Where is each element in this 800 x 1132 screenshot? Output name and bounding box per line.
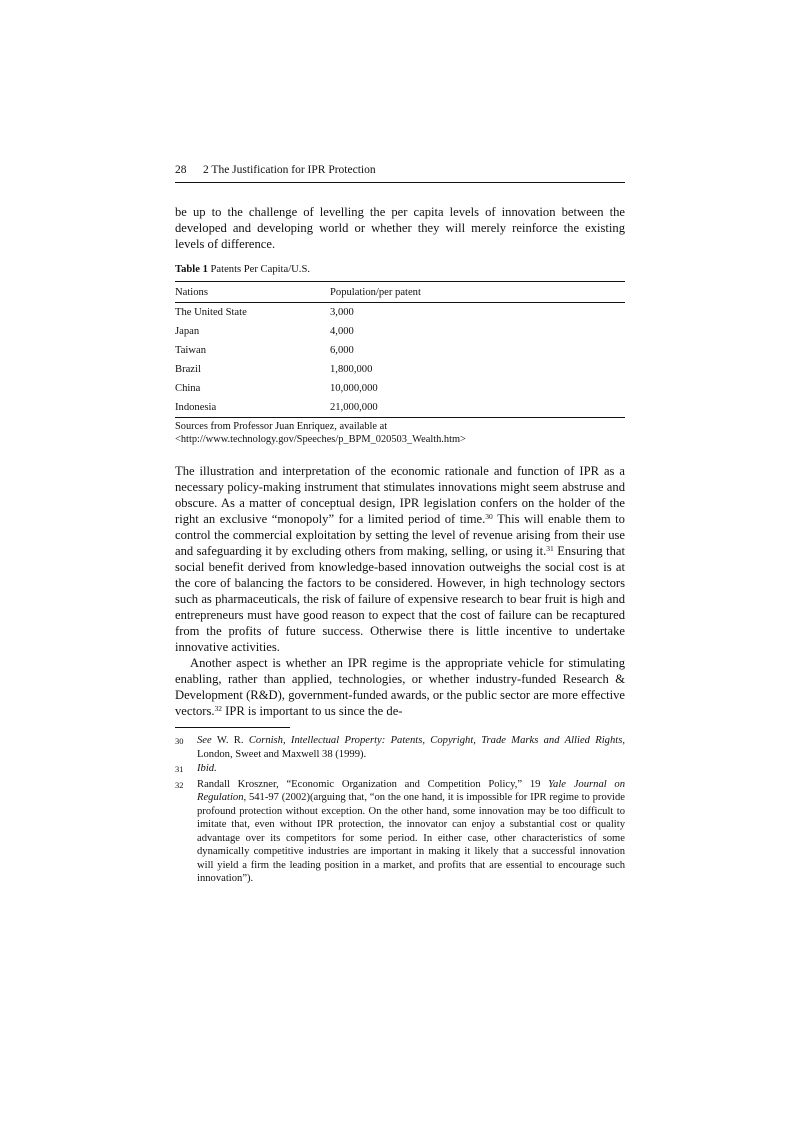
nation-cell: Taiwan <box>175 345 207 356</box>
table-caption <box>175 264 625 275</box>
table-header-row <box>175 282 625 303</box>
footnote-ref-32[interactable]: 32 <box>214 704 223 713</box>
body-text <box>175 463 625 719</box>
column-header-population: Population/per patent <box>330 286 421 298</box>
table-row <box>175 398 625 418</box>
text-run: Another aspect is whether an IPR regime is the appropriate vehicle for stimulating enabling, rather than applied, technologies, or whether industry-funded Research & Development (R&D), government-funded awards, or the public sector are more effective vectors. <box>175 656 625 718</box>
footnote-31 <box>175 762 625 777</box>
footnote-text <box>197 778 625 886</box>
footnote-number: 31 <box>175 764 184 774</box>
footnote-text <box>197 734 625 761</box>
running-header <box>175 160 625 182</box>
table-title: Patents Per Capita/U.S. <box>210 264 310 275</box>
value-cell: 6,000 <box>330 345 354 356</box>
book-page <box>175 160 625 887</box>
text-run: , 541-97 (2002)(arguing that, “on the one hand, it is impossible for IPR regime to provide profound protection without exception. On the other hand, some innovation may be too difficult to imitate that, even without IPR protection, the innovator can enjoy a substantial cost or quality advantage over its competitors for some period. In either case, other characteristics of some dynamically competitive industries are important in making it likely that a successful innovation will yield a firm the leading position in a market, and profits that are essential to encourage such innovation”). <box>197 792 625 884</box>
text-run: The illustration and interpretation of the economic rationale and function of IPR as a necessary policy-making instrument that stimulates innovations might seem abstruse and obscure. As a matter of conceptual design, IPR legislation confers on the holder of the right an exclusive “monopoly” for a limited period of time. <box>175 464 625 526</box>
table-row <box>175 360 625 379</box>
footnote-number: 32 <box>175 779 184 790</box>
page-number: 28 <box>175 164 187 176</box>
text-run: See <box>197 735 212 746</box>
value-cell: 3,000 <box>330 307 354 318</box>
text-run: Ensuring that social benefit derived from knowledge-based innovation outweighs the social cost is at the core of balancing the factors to be considered. However, in high technology sectors such as pharmaceuticals, the risk of failure of expensive research to bear fruit is high and entrepreneurs must have good reason to expect that the cost of failure can be recaptured from the profits of future success. Otherwise there is little incentive to undertake innovative activities. <box>175 544 626 654</box>
header-rule <box>175 182 625 183</box>
value-cell: 10,000,000 <box>330 383 378 394</box>
value-cell: 21,000,000 <box>330 402 378 413</box>
table-row <box>175 379 625 398</box>
footnote-30 <box>175 734 625 761</box>
value-cell: 4,000 <box>330 326 354 337</box>
nation-cell: China <box>175 383 201 394</box>
patents-table <box>175 281 625 418</box>
table-source-note: Sources from Professor Juan Enriquez, available at <http://www.technology.gov/Speeches/p_BPM_020503_Wealth.htm> <box>175 421 466 445</box>
footnote-number: 30 <box>175 736 184 746</box>
text-run: Ibid. <box>197 763 217 774</box>
body-paragraph-1 <box>175 463 625 655</box>
footnotes <box>175 734 625 886</box>
text-run: , London, Sweet and Maxwell 38 (1999). <box>197 735 625 760</box>
text-run: IPR is important to us since the de- <box>222 704 403 718</box>
nation-cell: Brazil <box>175 364 201 375</box>
footnote-text <box>197 762 625 777</box>
intro-paragraph: be up to the challenge of levelling the per capita levels of innovation between the developed and developing world or whether they will merely reinforce the existing levels of difference. <box>175 205 625 251</box>
nation-cell: Japan <box>175 326 200 337</box>
text-run: Cornish, Intellectual Property: Patents, Copyright, Trade Marks and Allied Rights <box>248 735 623 746</box>
running-title: 2 The Justification for IPR Protection <box>203 164 376 176</box>
text-run: Randall Kroszner, “Economic Organization and Competition Policy,” 19 <box>197 778 549 790</box>
text-run: Yale Journal on Regulation <box>197 778 625 803</box>
text-run: W. R. <box>211 735 249 746</box>
table-label: Table 1 <box>175 264 208 275</box>
table-row <box>175 322 625 341</box>
nation-cell: The United State <box>175 307 247 318</box>
text-run: This will enable them to control the commercial exploitation by setting the level of revenue arising from their use and safeguarding it by excluding others from making, selling, or using it. <box>175 512 625 558</box>
body-paragraph-2 <box>175 655 625 719</box>
footnote-rule <box>175 727 290 728</box>
table-row <box>175 341 625 360</box>
footnote-ref-30[interactable]: 30 <box>485 512 493 521</box>
value-cell: 1,800,000 <box>330 364 373 375</box>
table-row <box>175 303 625 323</box>
footnote-32 <box>175 778 625 886</box>
nation-cell: Indonesia <box>175 402 217 413</box>
column-header-nations: Nations <box>175 286 208 298</box>
footnote-ref-31[interactable]: 31 <box>546 544 554 553</box>
